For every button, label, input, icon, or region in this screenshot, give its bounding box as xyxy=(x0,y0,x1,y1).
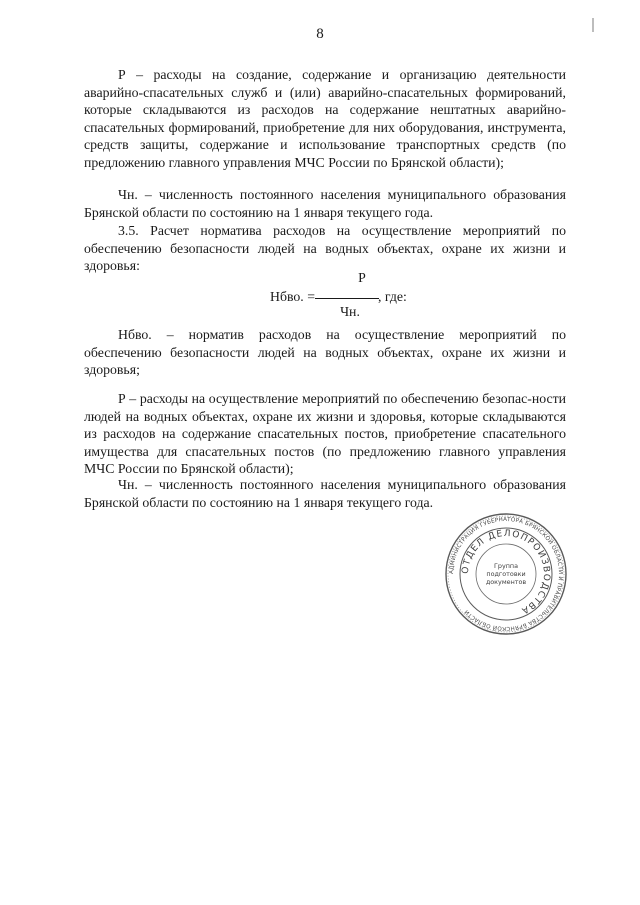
formula-lhs: Нбво. = xyxy=(270,289,315,304)
page-number: 8 xyxy=(316,26,324,42)
paragraph-population-definition-repeat: Чн. – численность постоянного населения муниципального образования Брянской области по состоянию на 1 января текущего года. xyxy=(84,477,566,510)
formula-suffix: , где: xyxy=(378,289,407,304)
stamp-center-line-1: Группа xyxy=(493,562,519,570)
office-stamp xyxy=(444,512,568,636)
stamp-outer-text: АДМИНИСТРАЦИЯ ГУБЕРНАТОРА БРЯНСКОЙ ОБЛАСТИ И ПРАВИТЕЛЬСТВА БРЯНСКОЙ ОБЛАСТИ xyxy=(448,516,564,632)
formula-numerator: Р xyxy=(358,270,366,285)
stamp-center-line-2: подготовки xyxy=(486,570,526,578)
paragraph-r-definition-water-safety: Р – расходы на осуществление мероприятий по обеспечению безопас-ности людей на водных объектах, охране их жизни и здоровья, которые складываются из расходов на содержание спасательных постов, приобретение спасательного имущества для спасательных постов (по предложению главного управления МЧС России по Брянской области); xyxy=(84,391,566,477)
paragraph-section-3-5: 3.5. Расчет норматива расходов на осуществление мероприятий по обеспечению безопасности людей на водных объектах, охране их жизни и здоровья: xyxy=(84,223,566,274)
stamp-center-line-3: документов xyxy=(485,578,527,586)
stamp-inner-text: ОТДЕЛ ДЕЛОПРОИЗВОДСТВА xyxy=(460,528,552,616)
paragraph-r-definition-rescue-services: Р – расходы на создание, содержание и организацию деятельности аварийно-спасательных служб и (или) аварийно-спасательных формирований, которые складываются из расходов на содержание нештатных аварийно-спасательных формирований, приобретение для них оборудования, инструмента, средств защиты, содержание и использование транспортных средств (по предложению главного управления МЧС России по Брянской области); xyxy=(84,67,566,170)
formula-nbvo xyxy=(270,270,470,320)
paragraph-population-definition: Чн. – численность постоянного населения муниципального образования Брянской области по состоянию на 1 января текущего года. xyxy=(84,187,566,220)
formula-fraction-bar xyxy=(315,298,379,299)
paragraph-nbvo-definition: Нбво. – норматив расходов на осуществление мероприятий по обеспечению безопасности людей на водных объектах, охране их жизни и здоровья; xyxy=(84,327,566,378)
formula-denominator: Чн. xyxy=(340,304,360,319)
